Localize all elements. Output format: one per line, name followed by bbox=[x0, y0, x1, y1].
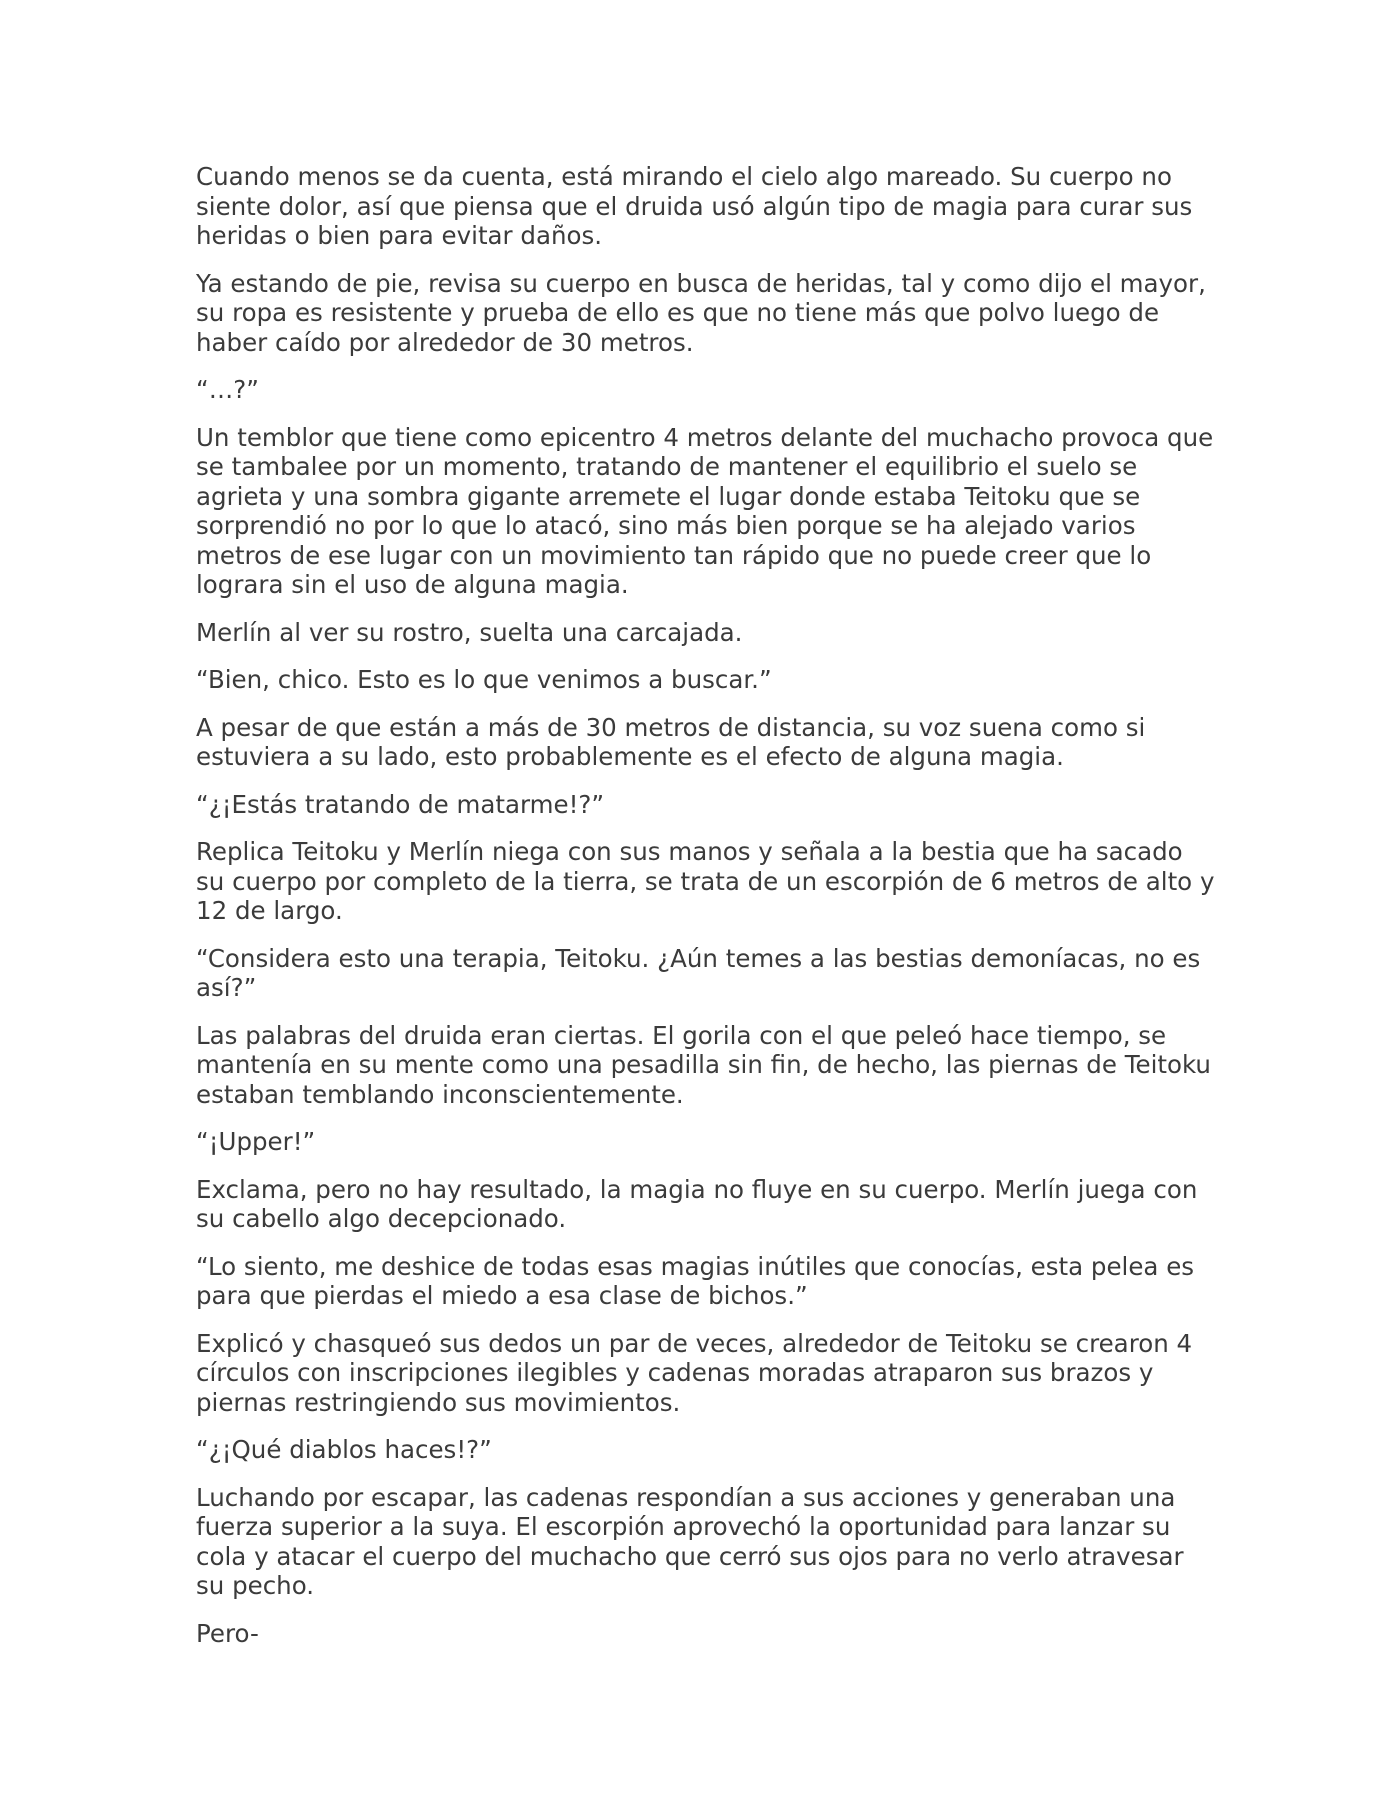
paragraph-16: “¿¡Qué diablos haces!?” bbox=[196, 1435, 492, 1464]
paragraph-11: Las palabras del druida eran ciertas. El gorila con el que peleó hace tiempo, se mantenía en su mente como una pesadilla sin fin, de hecho, las piernas de Teitoku estaban temblando inconscientemente. bbox=[196, 1020, 1211, 1109]
paragraph-7: A pesar de que están a más de 30 metros de distancia, su voz suena como si estuviera a su lado, esto probablemente es el efecto de alguna magia. bbox=[196, 712, 1146, 771]
paragraph-14: “Lo siento, me deshice de todas esas magias inútiles que conocías, esta pelea es para que pierdas el miedo a esa clase de bichos.” bbox=[196, 1251, 1195, 1310]
paragraph-17: Luchando por escapar, las cadenas respondían a sus acciones y generaban una fuerza superior a la suya. El escorpión aprovechó la oportunidad para lanzar su cola y atacar el cuerpo del muchacho que cerró sus ojos para no verlo atravesar su pecho. bbox=[196, 1482, 1184, 1600]
paragraph-9: Replica Teitoku y Merlín niega con sus manos y señala a la bestia que ha sacado su cuerpo por completo de la tierra, se trata de un escorpión de 6 metros de alto y 12 de largo. bbox=[196, 837, 1215, 925]
paragraph-5: Merlín al ver su rostro, suelta una carcajada. bbox=[196, 617, 743, 647]
paragraph-15: Explicó y chasqueó sus dedos un par de veces, alrededor de Teitoku se crearon 4 círculos con inscripciones ilegibles y cadenas moradas atraparon sus brazos y piernas restringiendo sus movimientos. bbox=[196, 1328, 1193, 1417]
paragraph-13: Exclama, pero no hay resultado, la magia no fluye en su cuerpo. Merlín juega con su cabello algo decepcionado. bbox=[196, 1174, 1198, 1233]
paragraph-18: Pero- bbox=[196, 1618, 259, 1648]
paragraph-10: “Considera esto una terapia, Teitoku. ¿Aún temes a las bestias demoníacas, no es así?” bbox=[196, 943, 1201, 1002]
paragraph-6: “Bien, chico. Esto es lo que venimos a buscar.” bbox=[196, 665, 772, 694]
document-body bbox=[196, 162, 1216, 1666]
paragraph-12: “¡Upper!” bbox=[196, 1127, 316, 1156]
paragraph-2: Ya estando de pie, revisa su cuerpo en busca de heridas, tal y como dijo el mayor, su ropa es resistente y prueba de ello es que no tiene más que polvo luego de haber caído por alrededor de 30 metros. bbox=[196, 268, 1206, 357]
paragraph-1: Cuando menos se da cuenta, está mirando el cielo algo mareado. Su cuerpo no siente dolor, así que piensa que el druida usó algún tipo de magia para curar sus heridas o bien para evitar daños. bbox=[196, 162, 1193, 250]
paragraph-8: “¿¡Estás tratando de matarme!?” bbox=[196, 789, 605, 819]
paragraph-4: Un temblor que tiene como epicentro 4 metros delante del muchacho provoca que se tambalee por un momento, tratando de mantener el equilibrio el suelo se agrieta y una sombra gigante arremete el lugar donde estaba Teitoku que se sorprendió no por lo que lo atacó, sino más bien porque se ha alejado varios metros de ese lugar con un movimiento tan rápido que no puede creer que lo lograra sin el uso de alguna magia. bbox=[196, 422, 1214, 599]
paragraph-3: “…?” bbox=[196, 375, 259, 404]
